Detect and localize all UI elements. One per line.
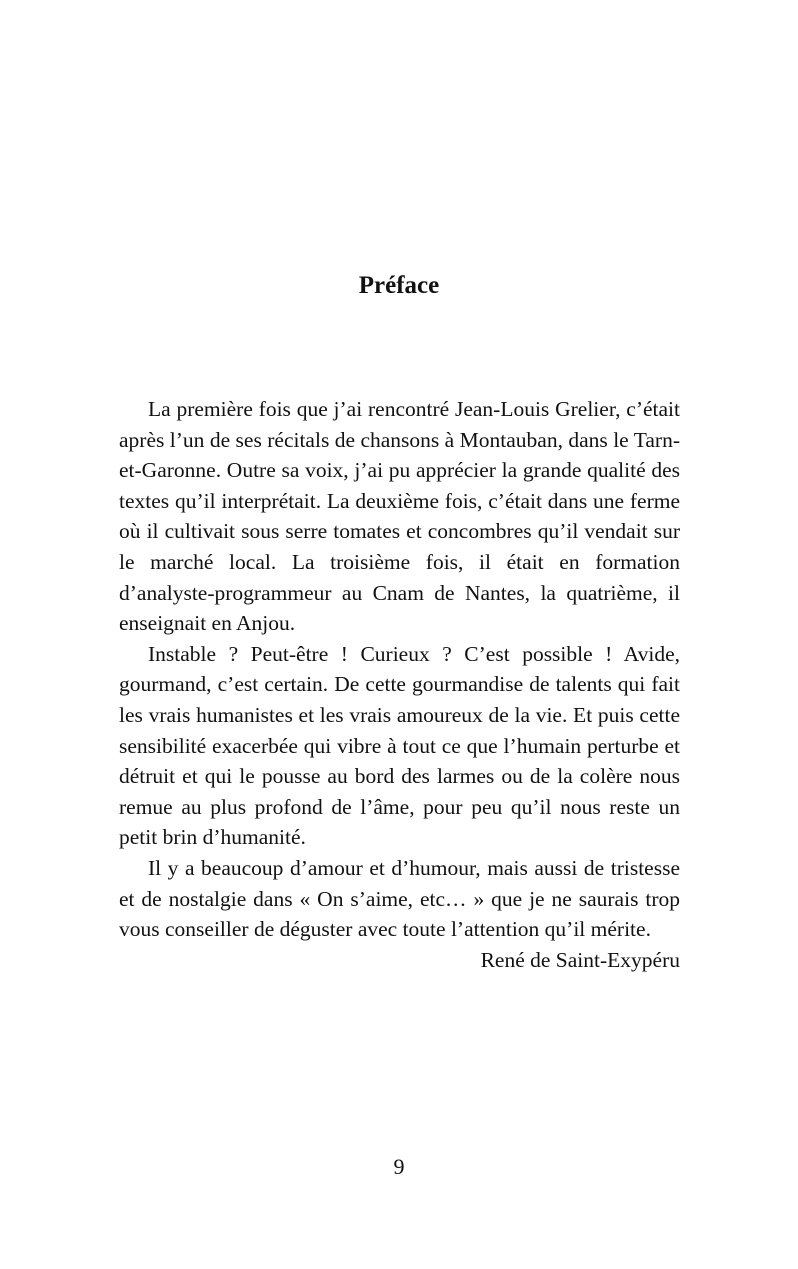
paragraph-2: Instable ? Peut-être ! Curieux ? C’est possible ! Avide, gourmand, c’est certain. De cette gourmandise de talents qui fait les vrais humanistes et les vrais amoureux de la vie. Et puis cette sensibilité exacerbée qui vibre à tout ce que l’humain perturbe et détruit et qui le pousse au bord des larmes ou de la colère nous remue au plus profond de l’âme, pour peu qu’il nous reste un petit brin d’humanité. (119, 641, 680, 850)
paragraph-1: La première fois que j’ai rencontré Jean-Louis Grelier, c’était après l’un de ses récitals de chansons à Montauban, dans le Tarn-et-Garonne. Outre sa voix, j’ai pu apprécier la grande qualité des textes qu’il interprétait. La deuxième fois, c’était dans une ferme où il cultivait sous serre tomates et concombres qu’il vendait sur le marché local. La troisième fois, il était en formation d’analyste-programmeur au Cnam de Nantes, la quatrième, il enseignait en Anjou. (119, 397, 680, 636)
page-title: Préface (358, 272, 440, 299)
paragraph-3: Il y a beaucoup d’amour et d’humour, mais aussi de tristesse et de nostalgie dans « On s’aime, etc… » que je ne saurais trop vous conseiller de déguster avec toute l’attention qu’il mérite. (119, 855, 680, 942)
signature: René de Saint-Exypéru (480, 947, 680, 972)
preface-body (119, 394, 680, 975)
page-number: 9 (393, 1154, 405, 1179)
